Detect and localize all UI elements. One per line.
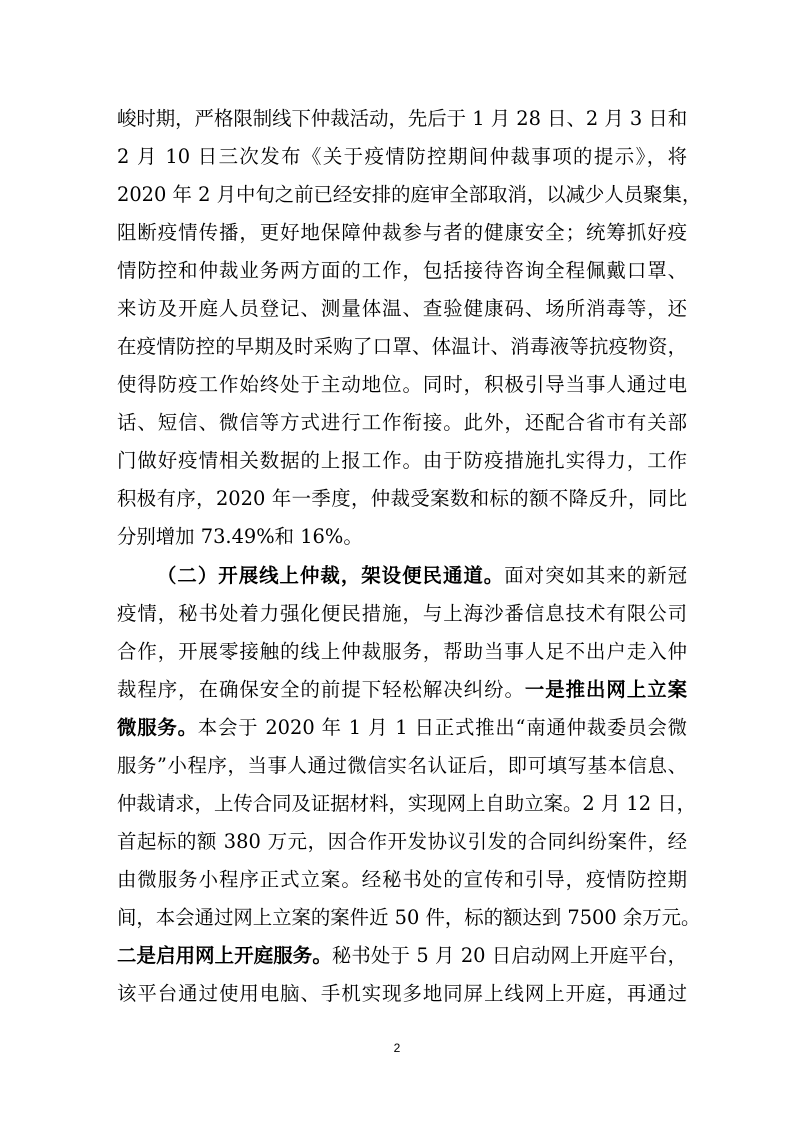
text-line-4: 阻断疫情传播，更好地保障仲裁参与者的健康安全；统筹抓好疫 [117,221,687,244]
text-line-16: 裁程序，在确保安全的前提下轻松解决纠纷。一是推出网上立案 [117,678,688,701]
text-line-5: 情防控和仲裁业务两方面的工作，包括接待咨询全程佩戴口罩、 [117,259,687,282]
point-two-heading: 二是启用网上开庭服务。 [117,944,332,967]
text-line-17: 微服务。本会于 2020 年 1 月 1 日正式推出“南通仲裁委员会微 [117,716,688,739]
text-line-9: 话、短信、微信等方式进行工作衔接。此外，还配合省市有关部 [117,411,687,434]
text-line-20: 首起标的额 380 万元，因合作开发协议引发的合同纠纷案件，经 [117,830,687,853]
page-number: 2 [393,1041,401,1055]
text-line-6: 来访及开庭人员登记、测量体温、查验健康码、场所消毒等，还 [117,297,687,320]
text-line-18: 服务”小程序，当事人通过微信实名认证后，即可填写基本信息、 [117,754,687,777]
text-line-8: 使得防疫工作始终处于主动地位。同时，积极引导当事人通过电 [117,373,687,396]
text-line-15: 合作，开展零接触的线上仲裁服务，帮助当事人足不出户走入仲 [117,640,687,663]
text-line-1: 峻时期，严格限制线下仲裁活动，先后于 1 月 28 日、2 月 3 日和 [117,107,688,130]
text-line-14: 疫情，秘书处着力强化便民措施，与上海沙番信息技术有限公司 [117,602,687,625]
text-line-12: 分别增加 73.49%和 16%。 [117,525,363,548]
text-line-19: 仲裁请求，上传合同及证据材料，实现网上自助立案。2 月 12 日， [117,792,697,815]
text-line-11: 积极有序，2020 年一季度，仲裁受案数和标的额不降反升，同比 [117,487,687,510]
text-line-24: 该平台通过使用电脑、手机实现多地同屏上线网上开庭，再通过 [117,982,687,1005]
section-heading-line: （二）开展线上仲裁，架设便民通道。面对突如其来的新冠 [157,564,688,587]
section-heading: （二）开展线上仲裁，架设便民通道。 [157,564,505,587]
point-one-heading-cont: 微服务。 [117,716,198,739]
text-line-10: 门做好疫情相关数据的上报工作。由于防疫措施扎实得力，工作 [117,449,687,472]
text-line-22: 间，本会通过网上立案的案件近 50 件，标的额达到 7500 余万元。 [117,906,701,929]
text-line-2: 2 月 10 日三次发布《关于疫情防控期间仲裁事项的提示》，将 [117,145,687,168]
text-line-21: 由微服务小程序正式立案。经秘书处的宣传和引导，疫情防控期 [117,868,687,891]
text-line-7: 在疫情防控的早期及时采购了口罩、体温计、消毒液等抗疫物资， [117,335,687,358]
text-line-3: 2020 年 2 月中旬之前已经安排的庭审全部取消，以减少人员聚集， [117,183,702,206]
text-line-23: 二是启用网上开庭服务。秘书处于 5 月 20 日启动网上开庭平台， [117,944,688,967]
point-one-heading: 一是推出网上立案 [524,678,688,701]
